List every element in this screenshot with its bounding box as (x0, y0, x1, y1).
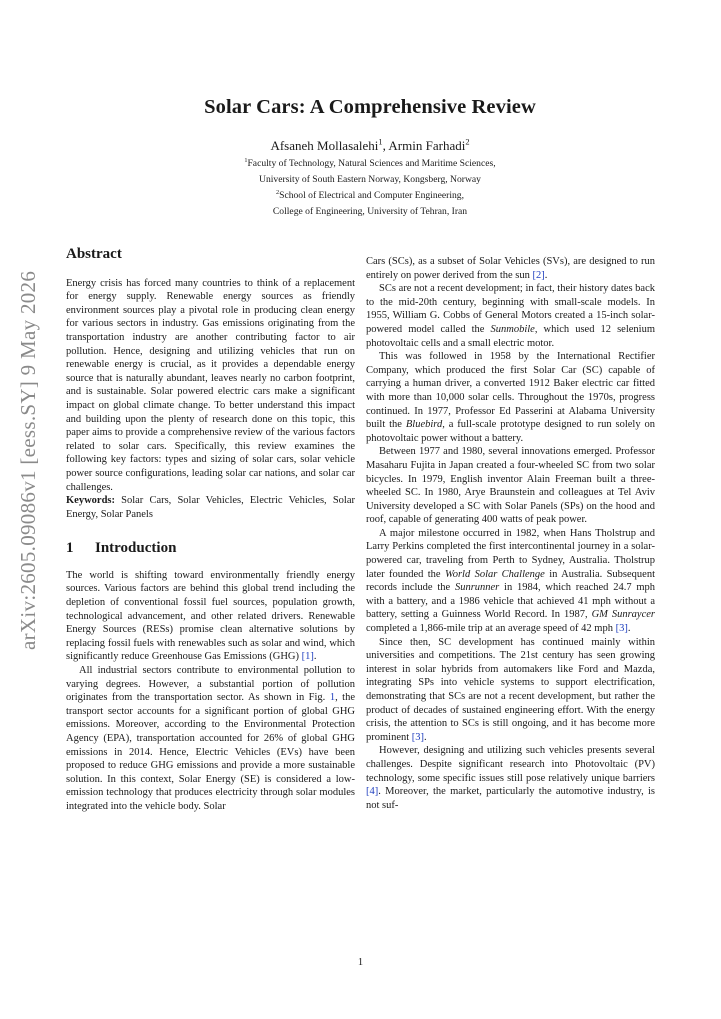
paragraph-text: . (424, 731, 427, 743)
italic-term: GM Sunraycer (591, 609, 655, 621)
affiliation-line (80, 188, 660, 204)
body-paragraph: Between 1977 and 1980, several innovations emerged. Professor Masaharu Fujita in Japan created a four-wheeled SC from two solar bicycles. In 1979, English inventor Alain Freeman built a three-wheeled SC. In 1980, Arye Braunstein and colleagues at Tel Aviv University developed a SC with Solar Panels (SPs) on the hood and roof, capable of generating 400 watts of peak power. (366, 446, 655, 526)
citation-link[interactable]: [4] (366, 786, 379, 798)
body-paragraph (366, 282, 655, 350)
keywords (66, 494, 355, 521)
section-heading-introduction (66, 542, 355, 556)
italic-term: Sunrunner (454, 582, 500, 594)
body-paragraph (366, 350, 655, 445)
section-title: Introduction (95, 540, 177, 557)
paragraph-text: Cars (SCs), as a subset of Solar Vehicles (SVs), are designed to run entirely on power derived from the sun (366, 256, 655, 281)
italic-term: Bluebird (405, 419, 443, 431)
paragraph-text: . (313, 651, 317, 663)
paragraph-text: , which used 12 selenium photovoltaic cells and a small electric motor. (366, 323, 655, 349)
affiliation-mark: 2 (275, 188, 280, 196)
paragraph-text: A major milestone occurred in 1982, when Hans Tholstrup and Larry Perkins completed the first intercontinental journey in a solar-powered car, traveling from Perth to Sydney, Australia. Tholstrup later founded the (366, 527, 655, 580)
paragraph-text: , a full-scale prototype designed to run solely on photovoltaic power without a battery. (366, 419, 655, 444)
citation-link[interactable]: [2] (532, 269, 545, 281)
author-separator: , (382, 138, 389, 153)
keywords-label: Keywords: (66, 495, 115, 507)
citation-link[interactable]: [3] (615, 623, 628, 635)
paragraph-text: This was followed in 1958 by the International Rectifier Company, which produced the first Solar Car (SC) capable of carrying a human driver, a converted 1912 Baker electric car fitted with more than 10,000 solar cells. Throughout the 1970s, progress continued. In 1977, Professor Ed Passerini at Alabama University built the (366, 351, 655, 431)
paragraph-text: completed a 1,866-mile trip at an average speed of 42 mph (366, 623, 616, 635)
paragraph-text: in Australia. Subsequent records include the (366, 568, 656, 594)
author-list (80, 138, 660, 154)
intro-paragraph (66, 664, 355, 814)
affiliation-line: College of Engineering, University of Tehran, Iran (272, 206, 468, 217)
italic-term: Sunmobile (490, 323, 535, 335)
body-paragraph (366, 527, 655, 636)
author-affiliation-mark: 1 (378, 136, 383, 147)
paragraph-text: in 1984, which reached 24.7 mph with a battery, and a 1986 vehicle that achieved 41 mph without a battery, setting a Guinness World Record. In 1987, (366, 582, 655, 621)
author-affiliation-mark: 2 (465, 136, 470, 147)
body-paragraph (366, 255, 655, 282)
section-number: 1 (66, 540, 74, 557)
body-paragraph (366, 744, 655, 812)
citation-link[interactable]: [1] (301, 651, 314, 663)
author-name: Armin Farhadi (388, 138, 466, 153)
left-column (66, 248, 355, 814)
affiliation-line (80, 156, 660, 172)
paragraph-text: Since then, SC development has continued mainly within universities and competitions. The 21st century has seen growing interest in solar hybrids from automakers like Ford and Mazda, integrating SPs into vehicle systems to support electrification, demonstrating that SCs are not a recent development, but rather the product of decades of sustained engineering effort. With the energy crisis, the attention to SCs is still ongoing, and it has become more prominent (366, 636, 655, 743)
affiliation-text: School of Electrical and Computer Engineering, (279, 190, 464, 201)
affiliations (80, 156, 660, 220)
body-paragraph (366, 636, 655, 745)
intro-paragraph (66, 569, 355, 664)
paragraph-text: . (627, 623, 631, 635)
affiliation-text: Faculty of Technology, Natural Sciences and Maritime Sciences, (247, 158, 496, 169)
page-number: 1 (357, 957, 364, 968)
paragraph-text: . (544, 269, 548, 281)
paragraph-text: . Moreover, the market, particularly the automotive industry, is not suf- (366, 786, 655, 811)
paragraph-text: All industrial sectors contribute to environmental pollution to varying degrees. However, a substantial portion of pollution originates from the transportation sector. As shown in Fig. (66, 665, 355, 704)
affiliation-line: University of South Eastern Norway, Kongsberg, Norway (259, 174, 481, 185)
abstract-text: Energy crisis has forced many countries to think of a replacement for energy supply. Renewable energy sources as friendly environment sources play a pivotal role in producing clean energy for various sectors in industry. Gas emissions originating from the transportation industry are another contributing factor to air pollution. Hence, designing and utilizing vehicles that run on renewable energy is crucial, as it provides a dependable energy source that is naturally abundant, leaves nearly no carbon footprint, and is sustainable. Solar powered electric cars make a significant impact on global climate change. To better understand this impact and building upon the plenty of research done on this topic, this paper aims to provide a comprehensive review of the various factors related to solar cars. Specifically, this review examines the following key factors: types and sizing of solar cars, solar vehicle power source configurations, leading solar car nations, and solar car challenges. (66, 277, 355, 493)
keywords-list: Solar Cars, Solar Vehicles, Electric Vehicles, Solar Energy, Solar Panels (66, 495, 355, 520)
paragraph-text: , the transport sector accounts for a significant portion of global GHG emissions. Moreover, according to the Environmental Protection Agency (EPA), transportation accounted for 26% of global GHG emissions in 2014. Hence, Electric Vehicles (EVs) have been proposed to reduce GHG emissions and provide a more sustainable solution. In this context, Solar Energy (SE) is considered a low-emission technology that produces electricity through solar modules integrated into the vehicle body. Solar (66, 692, 356, 812)
citation-link[interactable]: [3] (411, 731, 425, 743)
figure-reference-link[interactable]: 1 (329, 692, 336, 704)
paragraph-text: The world is shifting toward environmentally friendly energy sources. Various factors are behind this global trend including the depletion of conventional fossil fuel sources, population growth, technological advancement, and other related drivers. Renewable Energy Sources (RESs) promise clean alternative solutions by replacing fossil fuels with renewables such as solar and wind, which significantly reduce Greenhouse Gas Emissions (GHG) (66, 569, 355, 663)
italic-term: World Solar Challenge (444, 568, 545, 580)
right-column (366, 255, 655, 812)
affiliation-mark: 1 (244, 156, 248, 164)
paragraph-text: However, designing and utilizing such vehicles presents several challenges. Despite significant research into Photovoltaic (PV) technology, some specific issues still pose relatively unique barriers (366, 745, 655, 784)
author-name: Afsaneh Mollasalehi (270, 138, 379, 153)
paragraph-text: SCs are not a recent development; in fact, their history dates back to the mid-20th century, beginning with small-scale models. In 1955, William G. Cobbs of General Motors created a 15-inch solar-powered model called the (366, 283, 655, 335)
paper-title: Solar Cars: A Comprehensive Review (204, 96, 536, 118)
arxiv-identifier-stamp: arXiv:2605.09086v1 [eess.SY] 9 May 2026 (16, 270, 40, 650)
abstract-heading: Abstract (66, 246, 122, 262)
